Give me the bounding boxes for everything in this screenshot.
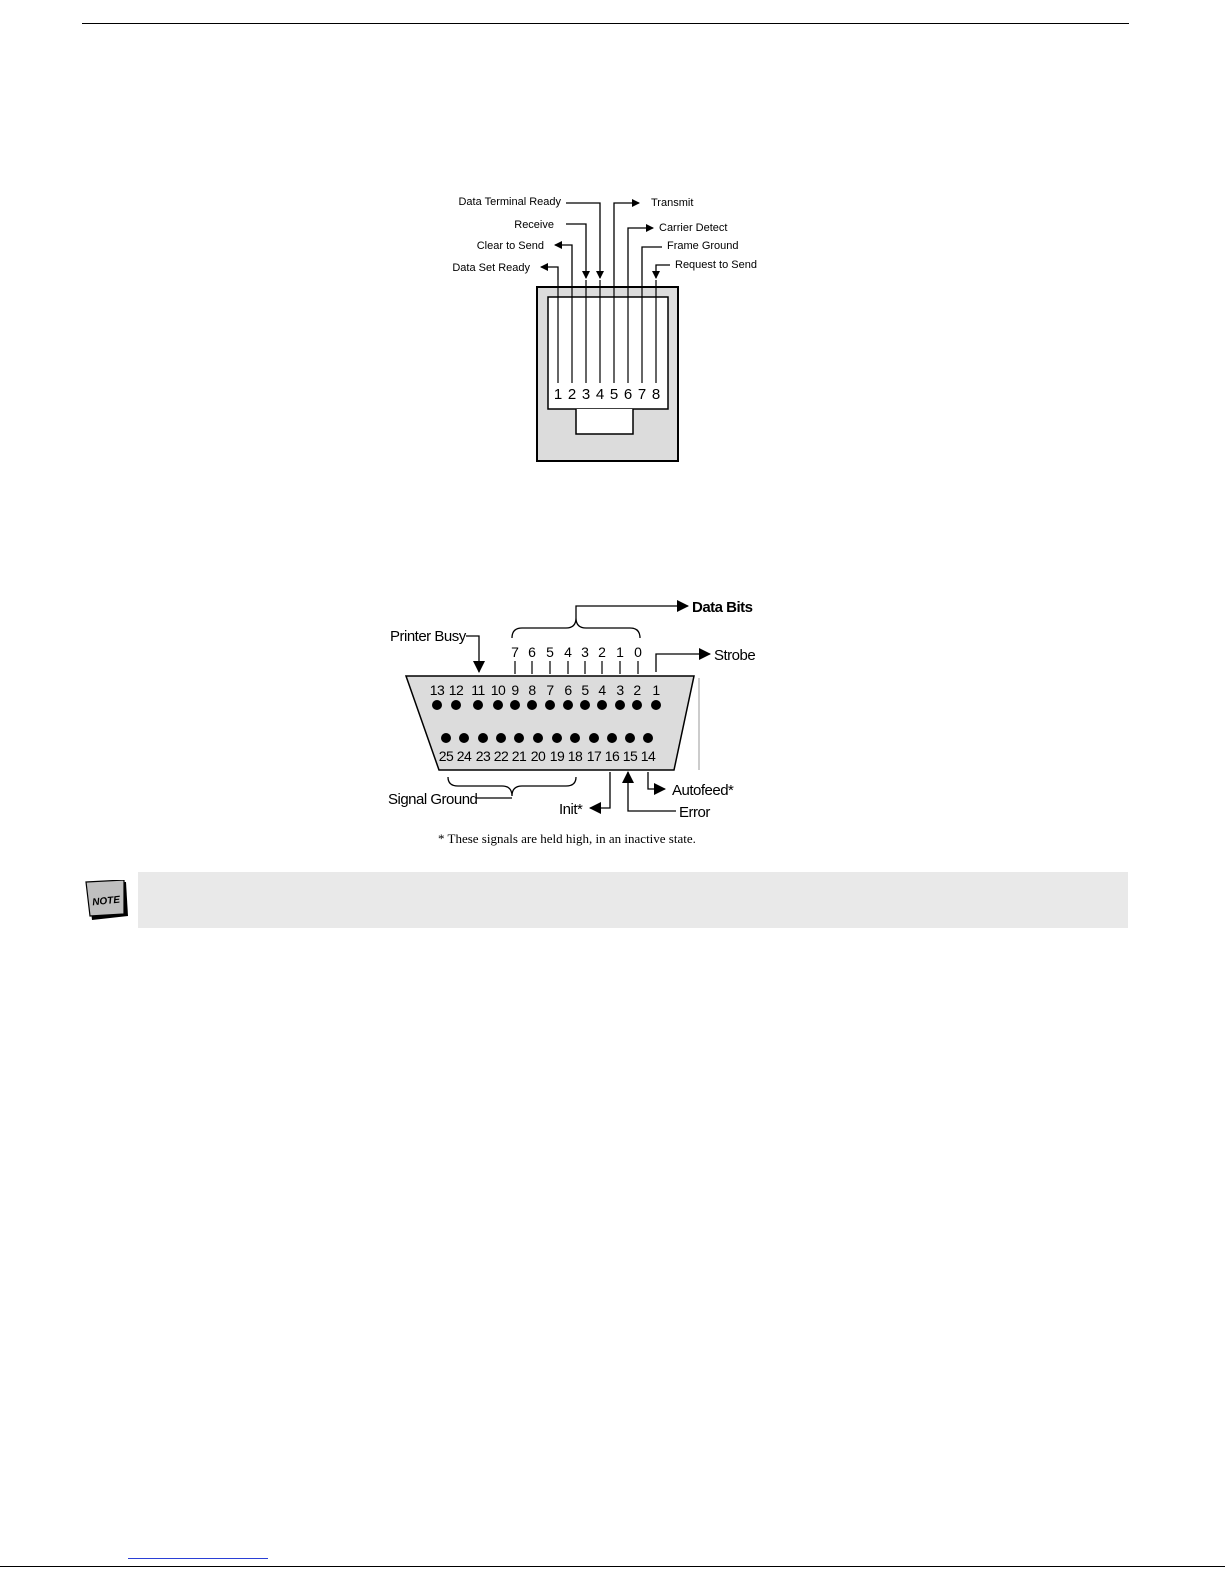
footer-rule: [0, 1566, 1225, 1567]
db25-pin-23: [478, 733, 488, 743]
label-transmit: Transmit: [651, 197, 694, 209]
db25-pin-5: [580, 700, 590, 710]
db25-pin-number: 21: [511, 748, 527, 764]
db25-pin-number: 19: [549, 748, 565, 764]
data-bits-leader: [576, 606, 688, 618]
db25-pin-number: 17: [586, 748, 602, 764]
db25-bit-numbers: [511, 644, 642, 674]
db25-pin-number: 6: [564, 682, 572, 698]
label-request-to-send: Request to Send: [675, 259, 757, 271]
label-clear-to-send: Clear to Send: [476, 240, 544, 252]
db25-pin-25: [441, 733, 451, 743]
db25-pin-number: 14: [640, 748, 656, 764]
note-box: [138, 872, 1128, 928]
db25-pin-number: 20: [530, 748, 546, 764]
rj45-pin-number: 8: [651, 386, 661, 403]
rj45-latch-tab: [576, 409, 633, 434]
label-receive: Receive: [514, 219, 554, 231]
db25-pin-number: 11: [471, 682, 485, 698]
label-data-set-ready: Data Set Ready: [452, 262, 530, 274]
rj45-pin-number: 5: [609, 386, 619, 403]
db25-pin-1: [651, 700, 661, 710]
db25-bit-number: 4: [564, 644, 572, 660]
rj45-pin-number: 1: [553, 386, 563, 403]
label-strobe: Strobe: [714, 647, 756, 664]
note-icon: [84, 880, 130, 922]
db25-pin-number: 9: [511, 682, 519, 698]
db25-pin-22: [496, 733, 506, 743]
db25-pin-number: 25: [438, 748, 454, 764]
label-printer-busy: Printer Busy: [390, 628, 466, 645]
frame-ground-leader: [642, 247, 662, 280]
db25-pin-14: [643, 733, 653, 743]
receive-leader: [566, 224, 586, 278]
db25-pin-number: 7: [546, 682, 554, 698]
db25-pin-number: 12: [448, 682, 464, 698]
dsr-leader: [541, 267, 558, 280]
db25-pin-16: [607, 733, 617, 743]
db25-pin-number: 1: [652, 682, 660, 698]
dtr-leader: [566, 203, 600, 278]
init-leader: [590, 772, 610, 808]
db25-pin-number: 2: [633, 682, 641, 698]
db25-pin-3: [615, 700, 625, 710]
db25-pinout-diagram: [0, 580, 1225, 880]
db25-pin-number: 22: [493, 748, 509, 764]
label-data-terminal-ready: Data Terminal Ready: [458, 196, 561, 208]
db25-pin-18: [570, 733, 580, 743]
autofeed-leader: [648, 772, 665, 789]
db25-footnote: * These signals are held high, in an inactive state.: [438, 831, 696, 846]
db25-pin-6: [563, 700, 573, 710]
db25-pin-number: 13: [429, 682, 445, 698]
db25-bit-number: 2: [598, 644, 606, 660]
db25-pin-number: 5: [581, 682, 589, 698]
db25-pin-9: [510, 700, 520, 710]
label-data-bits: Data Bits: [692, 599, 753, 616]
db25-bit-number: 0: [634, 644, 642, 660]
db25-bit-number: 5: [546, 644, 554, 660]
rj45-pinout-diagram: [0, 0, 1225, 480]
db25-pin-19: [552, 733, 562, 743]
label-error: Error: [679, 804, 710, 821]
db25-pin-11: [473, 700, 483, 710]
label-init: Init*: [559, 801, 583, 818]
db25-pin-2: [632, 700, 642, 710]
db25-pin-24: [459, 733, 469, 743]
carrier-leader: [628, 228, 653, 280]
db25-pin-number: 15: [622, 748, 638, 764]
rj45-pin-number: 6: [623, 386, 633, 403]
db25-bit-number: 7: [511, 644, 519, 660]
db25-bit-number: 6: [528, 644, 536, 660]
label-frame-ground: Frame Ground: [667, 240, 739, 252]
db25-pin-21: [514, 733, 524, 743]
strobe-leader: [656, 654, 710, 672]
rj45-contact-window: [548, 297, 668, 409]
rj45-pin-number: 3: [581, 386, 591, 403]
note-icon-text: NOTE: [91, 894, 121, 909]
footer-link-underline[interactable]: [128, 1558, 268, 1559]
db25-pin-20: [533, 733, 543, 743]
db25-bit-number: 3: [581, 644, 589, 660]
db25-pin-17: [589, 733, 599, 743]
rj45-pin-number: 4: [595, 386, 605, 403]
data-bits-brace: [512, 618, 640, 638]
db25-pin-number: 4: [598, 682, 606, 698]
db25-pin-number: 23: [475, 748, 491, 764]
db25-bit-number: 1: [616, 644, 624, 660]
rj45-pin-number: 2: [567, 386, 577, 403]
db25-pin-number: 16: [604, 748, 620, 764]
transmit-leader: [614, 203, 639, 280]
rts-leader: [656, 265, 670, 278]
db25-pin-15: [625, 733, 635, 743]
db25-pin-number: 18: [567, 748, 583, 764]
db25-pin-number: 10: [490, 682, 506, 698]
error-leader: [628, 772, 676, 811]
db25-pin-7: [545, 700, 555, 710]
db25-pin-12: [451, 700, 461, 710]
db25-pin-10: [493, 700, 503, 710]
db25-pin-number: 24: [456, 748, 472, 764]
label-autofeed: Autofeed*: [672, 782, 734, 799]
db25-pin-number: 3: [616, 682, 624, 698]
rj45-pin-number: 7: [637, 386, 647, 403]
db25-pin-4: [597, 700, 607, 710]
db25-pin-13: [432, 700, 442, 710]
db25-pin-8: [527, 700, 537, 710]
label-carrier-detect: Carrier Detect: [659, 222, 728, 234]
printer-busy-leader: [466, 636, 479, 672]
db25-pin-number: 8: [528, 682, 536, 698]
label-signal-ground: Signal Ground: [388, 791, 478, 808]
